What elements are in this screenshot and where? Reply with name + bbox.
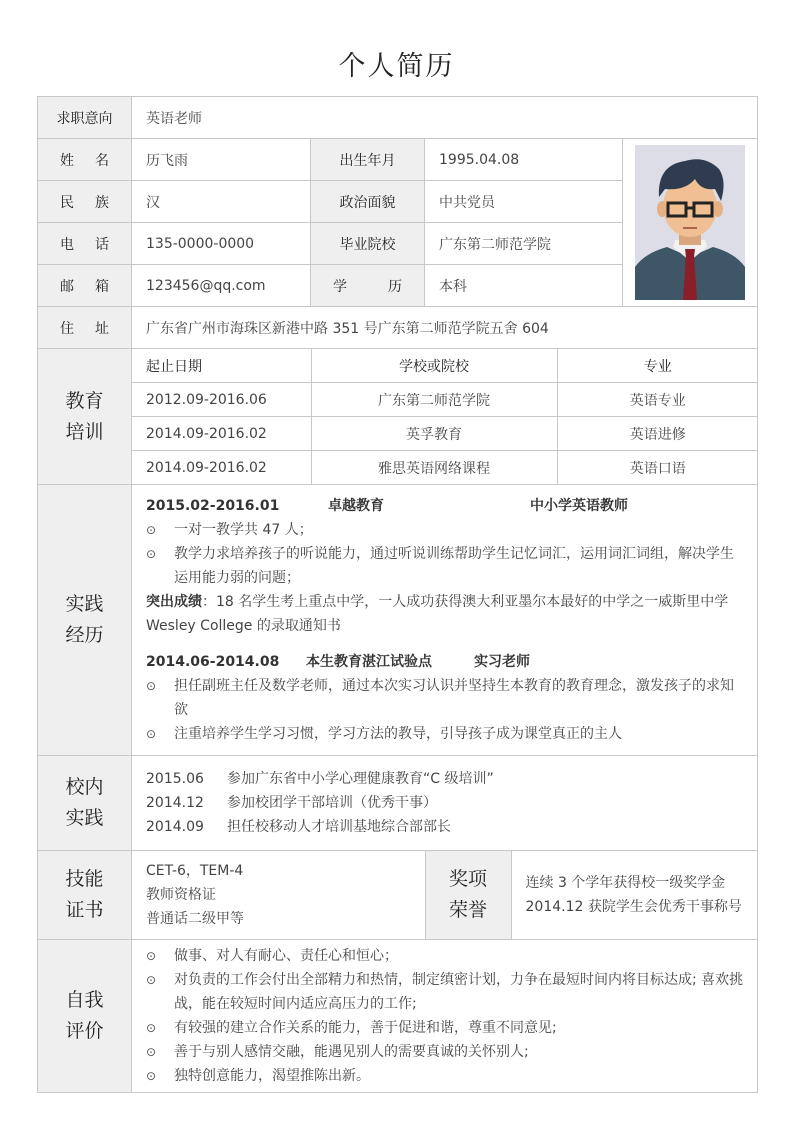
campus-label: 校内 实践 bbox=[38, 756, 132, 851]
education-table bbox=[132, 349, 758, 484]
edu-school: 广东第二师范学院 bbox=[311, 383, 557, 417]
education-section bbox=[132, 349, 758, 485]
bullet-icon: ⊙ bbox=[146, 1021, 157, 1035]
table-row bbox=[132, 417, 758, 451]
list-item: CET-6，TEM-4 bbox=[146, 863, 244, 879]
exp2-header bbox=[146, 650, 745, 674]
list-item: ⊙ 有较强的建立合作关系的能力，善于促进和谐，尊重不同意见; bbox=[146, 1016, 745, 1040]
list-item: ⊙ 一对一教学共 47 人； bbox=[146, 518, 745, 542]
birth-label: 出生年月 bbox=[311, 139, 425, 181]
bullet-icon: ⊙ bbox=[146, 973, 157, 987]
bullet-icon: ⊙ bbox=[146, 679, 157, 693]
table-row bbox=[132, 451, 758, 485]
bullet-icon: ⊙ bbox=[146, 1045, 157, 1059]
list-item: ⊙ 做事、对人有耐心、责任心和恒心； bbox=[146, 944, 745, 968]
person-avatar-icon bbox=[635, 145, 745, 300]
degree-label: 学 历 bbox=[311, 265, 425, 307]
politics-label: 政治面貌 bbox=[311, 181, 425, 223]
list-item: 2015.06 参加广东省中小学心理健康教育“C 级培训” bbox=[146, 771, 494, 787]
edu-date: 2012.09-2016.06 bbox=[132, 383, 311, 417]
honors-label: 奖项 荣誉 bbox=[425, 851, 511, 939]
table-row bbox=[132, 383, 758, 417]
skills-cell bbox=[132, 851, 425, 939]
practice-section bbox=[132, 485, 758, 756]
bullet-icon: ⊙ bbox=[146, 727, 157, 741]
email-value: 123456@qq.com bbox=[132, 265, 311, 307]
address-value: 广东省广州市海珠区新港中路 351 号广东第二师范学院五舍 604 bbox=[132, 307, 758, 349]
list-item: ⊙ 教学力求培养孩子的听说能力，通过听说训练帮助学生记忆词汇，运用词汇词组，解决学生运用能力弱的问题； bbox=[146, 542, 745, 590]
exp1-header bbox=[146, 494, 745, 518]
phone-label: 电 话 bbox=[38, 223, 132, 265]
edu-header-date: 起止日期 bbox=[132, 349, 311, 383]
exp1-date: 2015.02-2016.01 bbox=[146, 498, 280, 514]
ethnicity-value: 汉 bbox=[132, 181, 311, 223]
skills-honors-section bbox=[132, 851, 758, 940]
ethnicity-label: 民 族 bbox=[38, 181, 132, 223]
edu-header-school: 学校或院校 bbox=[311, 349, 557, 383]
self-eval-section bbox=[132, 940, 758, 1093]
list-item: 2014.12 参加校团学干部培训（优秀干事） bbox=[146, 795, 437, 811]
politics-value: 中共党员 bbox=[425, 181, 623, 223]
bullet-icon: ⊙ bbox=[146, 523, 157, 537]
list-item: ⊙ 独特创意能力，渴望推陈出新。 bbox=[146, 1064, 745, 1088]
skills-label: 技能 证书 bbox=[38, 851, 132, 940]
self-eval-label: 自我 评价 bbox=[38, 940, 132, 1093]
list-item: ⊙ 注重培养学生学习习惯，学习方法的教导，引导孩子成为课堂真正的主人 bbox=[146, 722, 745, 746]
phone-value: 135-0000-0000 bbox=[132, 223, 311, 265]
list-item: 教师资格证 bbox=[146, 887, 216, 903]
school-value: 广东第二师范学院 bbox=[425, 223, 623, 265]
exp2-role: 实习老师 bbox=[474, 654, 530, 670]
bullet-icon: ⊙ bbox=[146, 547, 157, 561]
page-title: 个人简历 bbox=[338, 51, 455, 82]
bullet-icon: ⊙ bbox=[146, 1069, 157, 1083]
exp1-role: 中小学英语教师 bbox=[530, 498, 628, 514]
exp2-org: 本生教育湛江试验点 bbox=[306, 654, 432, 670]
list-item: ⊙ 善于与别人感情交融，能遇见别人的需要真诚的关怀别人; bbox=[146, 1040, 745, 1064]
edu-school: 雅思英语网络课程 bbox=[311, 451, 557, 485]
edu-major: 英语口语 bbox=[629, 460, 686, 477]
education-label: 教育 培训 bbox=[38, 349, 132, 485]
list-item: ⊙ 对负责的工作会付出全部精力和热情，制定缜密计划，力争在最短时间内将目标达成; 喜欢挑战，能在较短时间内适应高压力的工作; bbox=[146, 968, 745, 1016]
name-value: 历飞雨 bbox=[132, 139, 311, 181]
edu-date: 2014.09-2016.02 bbox=[132, 417, 311, 451]
edu-date: 2014.09-2016.02 bbox=[132, 451, 311, 485]
exp1-org: 卓越教育 bbox=[328, 498, 384, 514]
edu-major: 英语专业 bbox=[557, 383, 758, 417]
exp1-highlight: 突出成绩：18 名学生考上重点中学，一人成功获得澳大利亚墨尔本最好的中学之一威斯里中学 Wesley College 的录取通知书 bbox=[146, 594, 729, 634]
school-label: 毕业院校 bbox=[311, 223, 425, 265]
edu-major: 英语进修 bbox=[557, 417, 758, 451]
resume-table bbox=[37, 96, 758, 1093]
bullet-icon: ⊙ bbox=[146, 949, 157, 963]
degree-value: 本科 bbox=[425, 265, 623, 307]
intent-value: 英语老师 bbox=[132, 97, 758, 139]
practice-label: 实践 经历 bbox=[38, 485, 132, 756]
list-item: 普通话二级甲等 bbox=[146, 911, 244, 927]
list-item: 2014.12 获院学生会优秀干事称号 bbox=[525, 899, 742, 915]
birth-value: 1995.04.08 bbox=[425, 139, 623, 181]
campus-section bbox=[132, 756, 758, 851]
list-item: 连续 3 个学年获得校一级奖学金 bbox=[525, 875, 726, 891]
honors-cell bbox=[511, 851, 758, 939]
edu-header-major: 专业 bbox=[557, 349, 758, 383]
exp2-date: 2014.06-2014.08 bbox=[146, 654, 280, 670]
address-label: 住 址 bbox=[38, 307, 132, 349]
email-label: 邮 箱 bbox=[38, 265, 132, 307]
list-item: 2014.09 担任校移动人才培训基地综合部部长 bbox=[146, 819, 451, 835]
intent-label: 求职意向 bbox=[38, 97, 132, 139]
name-label: 姓 名 bbox=[38, 139, 132, 181]
photo-cell bbox=[623, 139, 758, 307]
list-item: ⊙ 担任副班主任及数学老师，通过本次实习认识并坚持生本教育的教育理念，激发孩子的求知欲 bbox=[146, 674, 745, 722]
edu-school: 英孚教育 bbox=[311, 417, 557, 451]
